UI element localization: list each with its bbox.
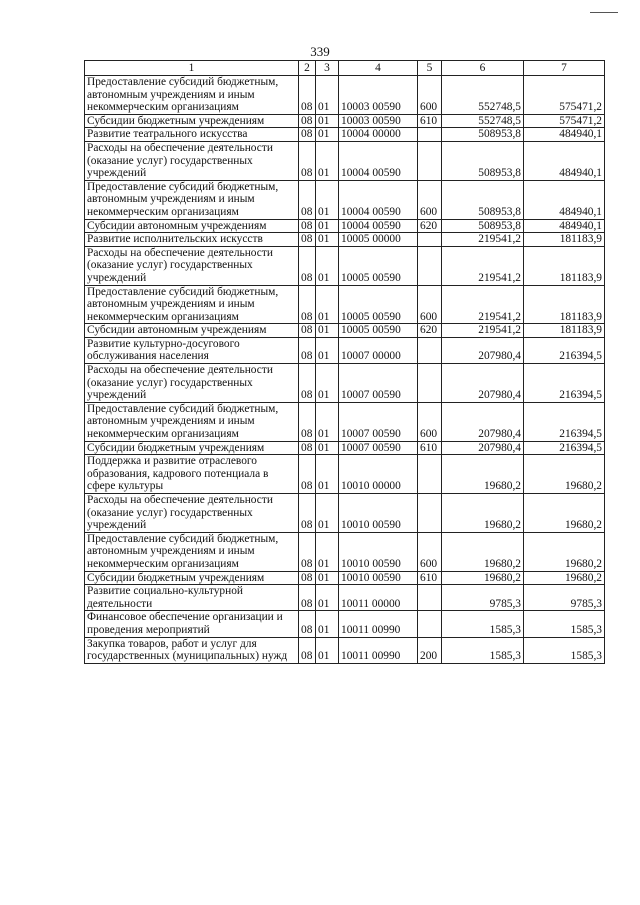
- subsection-code-cell: 01: [316, 364, 339, 403]
- expense-type-cell: 600: [418, 76, 442, 115]
- subsection-code-cell: 01: [316, 128, 339, 142]
- section-code-cell: 08: [299, 585, 316, 611]
- section-code-cell: 08: [299, 114, 316, 128]
- target-article-cell: 10004 00000: [339, 128, 418, 142]
- row-name-cell: Расходы на обеспечение деятельности (оказание услуг) государственных учреждений: [85, 494, 299, 533]
- row-name-cell: Развитие социально-культурной деятельности: [85, 585, 299, 611]
- target-article-cell: 10005 00590: [339, 285, 418, 324]
- row-name-cell: Закупка товаров, работ и услуг для государственных (муниципальных) нужд: [85, 637, 299, 663]
- subsection-code-cell: 01: [316, 585, 339, 611]
- section-code-cell: 08: [299, 532, 316, 571]
- target-article-cell: 10005 00590: [339, 246, 418, 285]
- amount-1-cell: 1585,3: [442, 611, 524, 637]
- amount-1-cell: 1585,3: [442, 637, 524, 663]
- row-name-cell: Субсидии бюджетным учреждениям: [85, 441, 299, 455]
- amount-2-cell: 181183,9: [524, 285, 605, 324]
- amount-1-cell: 508953,8: [442, 128, 524, 142]
- table-row: [85, 532, 605, 571]
- expense-type-cell: 610: [418, 114, 442, 128]
- amount-1-cell: 219541,2: [442, 324, 524, 338]
- expense-type-cell: [418, 246, 442, 285]
- section-code-cell: 08: [299, 324, 316, 338]
- table-row: [85, 611, 605, 637]
- expense-type-cell: [418, 364, 442, 403]
- table-row: [85, 219, 605, 233]
- amount-2-cell: 19680,2: [524, 532, 605, 571]
- subsection-code-cell: 01: [316, 494, 339, 533]
- amount-2-cell: 484940,1: [524, 219, 605, 233]
- target-article-cell: 10004 00590: [339, 180, 418, 219]
- amount-2-cell: 216394,5: [524, 337, 605, 363]
- expense-type-cell: 620: [418, 324, 442, 338]
- table-row: [85, 494, 605, 533]
- amount-2-cell: 181183,9: [524, 246, 605, 285]
- subsection-code-cell: 01: [316, 233, 339, 247]
- target-article-cell: 10010 00590: [339, 571, 418, 585]
- amount-2-cell: 484940,1: [524, 128, 605, 142]
- amount-2-cell: 216394,5: [524, 364, 605, 403]
- amount-1-cell: 207980,4: [442, 402, 524, 441]
- row-name-cell: Расходы на обеспечение деятельности (оказание услуг) государственных учреждений: [85, 246, 299, 285]
- section-code-cell: 08: [299, 141, 316, 180]
- row-name-cell: Развитие театрального искусства: [85, 128, 299, 142]
- expense-type-cell: 600: [418, 285, 442, 324]
- expense-type-cell: 610: [418, 441, 442, 455]
- header-cell: 2: [299, 61, 316, 76]
- section-code-cell: 08: [299, 455, 316, 494]
- header-cell: 7: [524, 61, 605, 76]
- row-name-cell: Предоставление субсидий бюджетным, автономным учреждениям и иным некоммерческим организациям: [85, 402, 299, 441]
- subsection-code-cell: 01: [316, 246, 339, 285]
- row-name-cell: Поддержка и развитие отраслевого образования, кадрового потенциала в сфере культуры: [85, 455, 299, 494]
- amount-2-cell: 484940,1: [524, 141, 605, 180]
- target-article-cell: 10007 00000: [339, 337, 418, 363]
- target-article-cell: 10010 00000: [339, 455, 418, 494]
- section-code-cell: 08: [299, 494, 316, 533]
- expense-type-cell: 610: [418, 571, 442, 585]
- row-name-cell: Субсидии бюджетным учреждениям: [85, 571, 299, 585]
- amount-2-cell: 19680,2: [524, 571, 605, 585]
- row-name-cell: Субсидии автономным учреждениям: [85, 219, 299, 233]
- amount-1-cell: 219541,2: [442, 285, 524, 324]
- amount-2-cell: 181183,9: [524, 233, 605, 247]
- target-article-cell: 10004 00590: [339, 141, 418, 180]
- amount-2-cell: 575471,2: [524, 76, 605, 115]
- table-body: [85, 76, 605, 664]
- target-article-cell: 10007 00590: [339, 402, 418, 441]
- amount-2-cell: 9785,3: [524, 585, 605, 611]
- section-code-cell: 08: [299, 128, 316, 142]
- subsection-code-cell: 01: [316, 402, 339, 441]
- subsection-code-cell: 01: [316, 571, 339, 585]
- subsection-code-cell: 01: [316, 532, 339, 571]
- section-code-cell: 08: [299, 637, 316, 663]
- section-code-cell: 08: [299, 76, 316, 115]
- section-code-cell: 08: [299, 180, 316, 219]
- table-row: [85, 128, 605, 142]
- target-article-cell: 10004 00590: [339, 219, 418, 233]
- row-name-cell: Предоставление субсидий бюджетным, автономным учреждениям и иным некоммерческим организациям: [85, 532, 299, 571]
- amount-2-cell: 1585,3: [524, 637, 605, 663]
- subsection-code-cell: 01: [316, 285, 339, 324]
- amount-2-cell: 19680,2: [524, 494, 605, 533]
- header-cell: 1: [85, 61, 299, 76]
- row-name-cell: Финансовое обеспечение организации и проведения мероприятий: [85, 611, 299, 637]
- expense-type-cell: 600: [418, 180, 442, 219]
- section-code-cell: 08: [299, 219, 316, 233]
- row-name-cell: Расходы на обеспечение деятельности (оказание услуг) государственных учреждений: [85, 141, 299, 180]
- amount-1-cell: 19680,2: [442, 455, 524, 494]
- subsection-code-cell: 01: [316, 441, 339, 455]
- header-cell: 5: [418, 61, 442, 76]
- target-article-cell: 10003 00590: [339, 76, 418, 115]
- page-number: 339: [310, 44, 330, 59]
- amount-2-cell: 19680,2: [524, 455, 605, 494]
- table-row: [85, 402, 605, 441]
- row-name-cell: Предоставление субсидий бюджетным, автономным учреждениям и иным некоммерческим организациям: [85, 76, 299, 115]
- amount-1-cell: 207980,4: [442, 441, 524, 455]
- subsection-code-cell: 01: [316, 337, 339, 363]
- target-article-cell: 10007 00590: [339, 364, 418, 403]
- section-code-cell: 08: [299, 402, 316, 441]
- header-row: [85, 61, 605, 76]
- expense-type-cell: 600: [418, 402, 442, 441]
- row-name-cell: Предоставление субсидий бюджетным, автономным учреждениям и иным некоммерческим организациям: [85, 285, 299, 324]
- section-code-cell: 08: [299, 285, 316, 324]
- section-code-cell: 08: [299, 611, 316, 637]
- target-article-cell: 10011 00000: [339, 585, 418, 611]
- amount-1-cell: 207980,4: [442, 364, 524, 403]
- subsection-code-cell: 01: [316, 219, 339, 233]
- amount-1-cell: 508953,8: [442, 180, 524, 219]
- amount-2-cell: 1585,3: [524, 611, 605, 637]
- amount-2-cell: 484940,1: [524, 180, 605, 219]
- section-code-cell: 08: [299, 364, 316, 403]
- section-code-cell: 08: [299, 337, 316, 363]
- target-article-cell: 10005 00590: [339, 324, 418, 338]
- expense-type-cell: [418, 233, 442, 247]
- expense-type-cell: 200: [418, 637, 442, 663]
- row-name-cell: Развитие исполнительских искусств: [85, 233, 299, 247]
- expense-type-cell: [418, 455, 442, 494]
- target-article-cell: 10003 00590: [339, 114, 418, 128]
- section-code-cell: 08: [299, 233, 316, 247]
- table-row: [85, 637, 605, 663]
- expense-type-cell: 620: [418, 219, 442, 233]
- table-row: [85, 441, 605, 455]
- table-row: [85, 285, 605, 324]
- header-cell: 6: [442, 61, 524, 76]
- table-row: [85, 455, 605, 494]
- expense-type-cell: 600: [418, 532, 442, 571]
- subsection-code-cell: 01: [316, 455, 339, 494]
- expense-type-cell: [418, 141, 442, 180]
- amount-1-cell: 508953,8: [442, 219, 524, 233]
- amount-1-cell: 207980,4: [442, 337, 524, 363]
- amount-1-cell: 219541,2: [442, 246, 524, 285]
- amount-1-cell: 508953,8: [442, 141, 524, 180]
- header-cell: 4: [339, 61, 418, 76]
- expense-type-cell: [418, 585, 442, 611]
- amount-1-cell: 552748,5: [442, 114, 524, 128]
- table-row: [85, 337, 605, 363]
- subsection-code-cell: 01: [316, 324, 339, 338]
- section-code-cell: 08: [299, 246, 316, 285]
- subsection-code-cell: 01: [316, 114, 339, 128]
- table-row: [85, 246, 605, 285]
- table-row: [85, 324, 605, 338]
- table-row: [85, 364, 605, 403]
- section-code-cell: 08: [299, 571, 316, 585]
- expense-type-cell: [418, 337, 442, 363]
- expense-type-cell: [418, 494, 442, 533]
- row-name-cell: Расходы на обеспечение деятельности (оказание услуг) государственных учреждений: [85, 364, 299, 403]
- amount-1-cell: 19680,2: [442, 494, 524, 533]
- target-article-cell: 10005 00000: [339, 233, 418, 247]
- subsection-code-cell: 01: [316, 141, 339, 180]
- table-row: [85, 180, 605, 219]
- row-name-cell: Субсидии автономным учреждениям: [85, 324, 299, 338]
- row-name-cell: Субсидии бюджетным учреждениям: [85, 114, 299, 128]
- amount-1-cell: 9785,3: [442, 585, 524, 611]
- table-row: [85, 141, 605, 180]
- section-code-cell: 08: [299, 441, 316, 455]
- target-article-cell: 10011 00990: [339, 637, 418, 663]
- target-article-cell: 10011 00990: [339, 611, 418, 637]
- subsection-code-cell: 01: [316, 637, 339, 663]
- target-article-cell: 10010 00590: [339, 494, 418, 533]
- table-row: [85, 233, 605, 247]
- target-article-cell: 10010 00590: [339, 532, 418, 571]
- subsection-code-cell: 01: [316, 76, 339, 115]
- header-cell: 3: [316, 61, 339, 76]
- row-name-cell: Развитие культурно-досугового обслуживания населения: [85, 337, 299, 363]
- table-row: [85, 571, 605, 585]
- table-row: [85, 114, 605, 128]
- subsection-code-cell: 01: [316, 180, 339, 219]
- budget-table: [84, 60, 605, 664]
- amount-2-cell: 181183,9: [524, 324, 605, 338]
- subsection-code-cell: 01: [316, 611, 339, 637]
- expense-type-cell: [418, 611, 442, 637]
- amount-1-cell: 552748,5: [442, 76, 524, 115]
- table-row: [85, 585, 605, 611]
- scan-mark: [590, 12, 618, 13]
- amount-1-cell: 19680,2: [442, 532, 524, 571]
- amount-2-cell: 216394,5: [524, 402, 605, 441]
- table-row: [85, 76, 605, 115]
- amount-2-cell: 216394,5: [524, 441, 605, 455]
- target-article-cell: 10007 00590: [339, 441, 418, 455]
- amount-1-cell: 19680,2: [442, 571, 524, 585]
- amount-2-cell: 575471,2: [524, 114, 605, 128]
- expense-type-cell: [418, 128, 442, 142]
- amount-1-cell: 219541,2: [442, 233, 524, 247]
- row-name-cell: Предоставление субсидий бюджетным, автономным учреждениям и иным некоммерческим организациям: [85, 180, 299, 219]
